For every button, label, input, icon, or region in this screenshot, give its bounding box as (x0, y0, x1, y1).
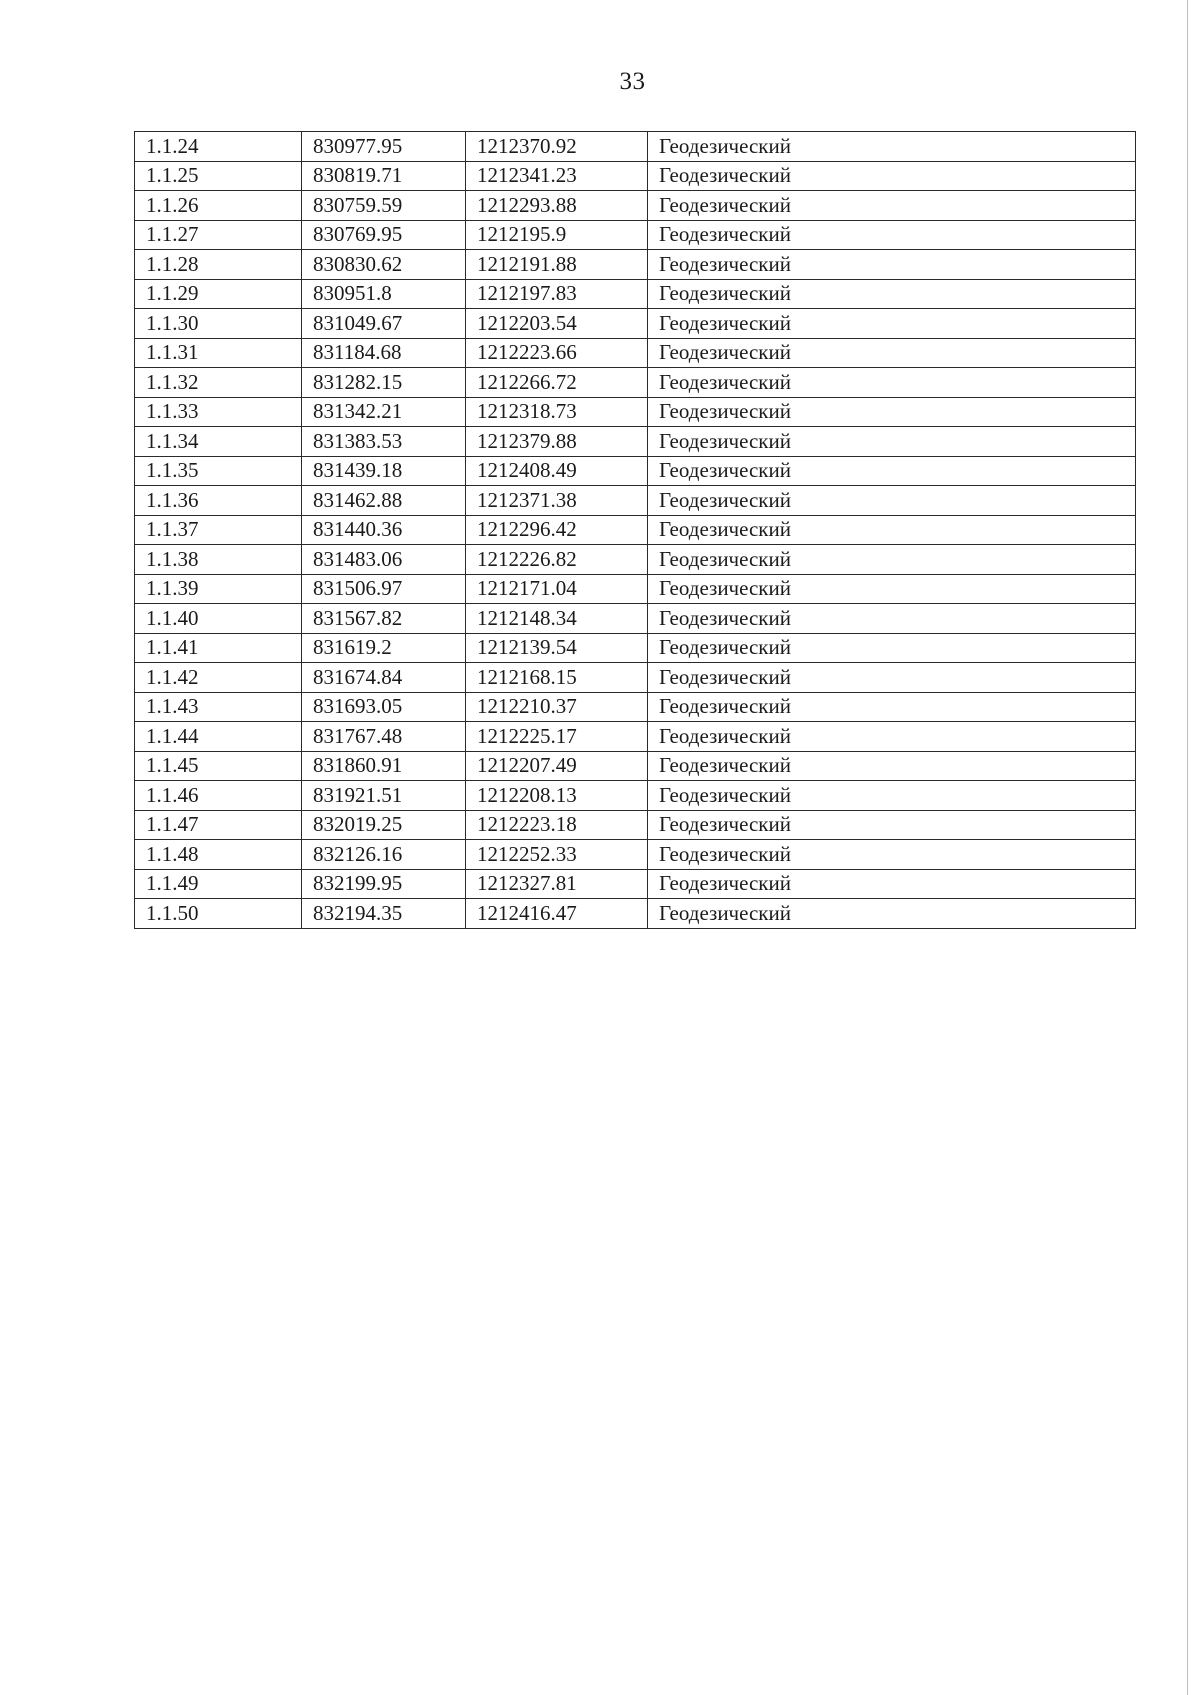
y-coordinate-cell: 1212327.81 (466, 869, 648, 899)
point-id-cell: 1.1.30 (135, 309, 302, 339)
x-coordinate-cell: 831860.91 (302, 751, 466, 781)
x-coordinate-cell: 831483.06 (302, 545, 466, 575)
y-coordinate-cell: 1212266.72 (466, 368, 648, 398)
x-coordinate-cell: 831767.48 (302, 722, 466, 752)
point-id-cell: 1.1.46 (135, 781, 302, 811)
x-coordinate-cell: 831440.36 (302, 515, 466, 545)
point-id-cell: 1.1.27 (135, 220, 302, 250)
y-coordinate-cell: 1212293.88 (466, 191, 648, 221)
table-row (135, 810, 1136, 840)
y-coordinate-cell: 1212370.92 (466, 132, 648, 162)
x-coordinate-cell: 832194.35 (302, 899, 466, 929)
method-cell: Геодезический (648, 250, 1136, 280)
table-row (135, 132, 1136, 162)
point-id-cell: 1.1.34 (135, 427, 302, 457)
method-cell: Геодезический (648, 220, 1136, 250)
method-cell: Геодезический (648, 427, 1136, 457)
x-coordinate-cell: 830830.62 (302, 250, 466, 280)
y-coordinate-cell: 1212139.54 (466, 633, 648, 663)
method-cell: Геодезический (648, 161, 1136, 191)
y-coordinate-cell: 1212148.34 (466, 604, 648, 634)
coordinates-table (134, 131, 1136, 929)
y-coordinate-cell: 1212208.13 (466, 781, 648, 811)
method-cell: Геодезический (648, 309, 1136, 339)
point-id-cell: 1.1.42 (135, 663, 302, 693)
method-cell: Геодезический (648, 456, 1136, 486)
y-coordinate-cell: 1212226.82 (466, 545, 648, 575)
x-coordinate-cell: 831462.88 (302, 486, 466, 516)
point-id-cell: 1.1.47 (135, 810, 302, 840)
x-coordinate-cell: 831674.84 (302, 663, 466, 693)
x-coordinate-cell: 831506.97 (302, 574, 466, 604)
point-id-cell: 1.1.37 (135, 515, 302, 545)
point-id-cell: 1.1.38 (135, 545, 302, 575)
table-row (135, 338, 1136, 368)
x-coordinate-cell: 831439.18 (302, 456, 466, 486)
method-cell: Геодезический (648, 368, 1136, 398)
method-cell: Геодезический (648, 545, 1136, 575)
method-cell: Геодезический (648, 840, 1136, 870)
table-row (135, 751, 1136, 781)
point-id-cell: 1.1.45 (135, 751, 302, 781)
x-coordinate-cell: 831282.15 (302, 368, 466, 398)
method-cell: Геодезический (648, 869, 1136, 899)
y-coordinate-cell: 1212416.47 (466, 899, 648, 929)
x-coordinate-cell: 831693.05 (302, 692, 466, 722)
table-row (135, 368, 1136, 398)
x-coordinate-cell: 831567.82 (302, 604, 466, 634)
y-coordinate-cell: 1212223.18 (466, 810, 648, 840)
point-id-cell: 1.1.39 (135, 574, 302, 604)
table-row (135, 633, 1136, 663)
point-id-cell: 1.1.24 (135, 132, 302, 162)
method-cell: Геодезический (648, 132, 1136, 162)
y-coordinate-cell: 1212225.17 (466, 722, 648, 752)
y-coordinate-cell: 1212195.9 (466, 220, 648, 250)
point-id-cell: 1.1.26 (135, 191, 302, 221)
x-coordinate-cell: 830759.59 (302, 191, 466, 221)
table-row (135, 397, 1136, 427)
method-cell: Геодезический (648, 810, 1136, 840)
y-coordinate-cell: 1212379.88 (466, 427, 648, 457)
y-coordinate-cell: 1212341.23 (466, 161, 648, 191)
point-id-cell: 1.1.32 (135, 368, 302, 398)
point-id-cell: 1.1.43 (135, 692, 302, 722)
y-coordinate-cell: 1212296.42 (466, 515, 648, 545)
y-coordinate-cell: 1212223.66 (466, 338, 648, 368)
point-id-cell: 1.1.35 (135, 456, 302, 486)
table-row (135, 515, 1136, 545)
x-coordinate-cell: 832199.95 (302, 869, 466, 899)
point-id-cell: 1.1.41 (135, 633, 302, 663)
table-row (135, 663, 1136, 693)
y-coordinate-cell: 1212207.49 (466, 751, 648, 781)
x-coordinate-cell: 830977.95 (302, 132, 466, 162)
y-coordinate-cell: 1212168.15 (466, 663, 648, 693)
point-id-cell: 1.1.28 (135, 250, 302, 280)
point-id-cell: 1.1.36 (135, 486, 302, 516)
method-cell: Геодезический (648, 338, 1136, 368)
table-row (135, 191, 1136, 221)
table-row (135, 161, 1136, 191)
table-row (135, 279, 1136, 309)
table-row (135, 869, 1136, 899)
point-id-cell: 1.1.31 (135, 338, 302, 368)
y-coordinate-cell: 1212318.73 (466, 397, 648, 427)
y-coordinate-cell: 1212171.04 (466, 574, 648, 604)
y-coordinate-cell: 1212191.88 (466, 250, 648, 280)
y-coordinate-cell: 1212371.38 (466, 486, 648, 516)
table-row (135, 722, 1136, 752)
table-row (135, 899, 1136, 929)
x-coordinate-cell: 830769.95 (302, 220, 466, 250)
y-coordinate-cell: 1212210.37 (466, 692, 648, 722)
method-cell: Геодезический (648, 692, 1136, 722)
method-cell: Геодезический (648, 751, 1136, 781)
method-cell: Геодезический (648, 722, 1136, 752)
point-id-cell: 1.1.40 (135, 604, 302, 634)
method-cell: Геодезический (648, 663, 1136, 693)
method-cell: Геодезический (648, 397, 1136, 427)
point-id-cell: 1.1.50 (135, 899, 302, 929)
point-id-cell: 1.1.29 (135, 279, 302, 309)
y-coordinate-cell: 1212197.83 (466, 279, 648, 309)
table-row (135, 604, 1136, 634)
x-coordinate-cell: 831184.68 (302, 338, 466, 368)
method-cell: Геодезический (648, 604, 1136, 634)
y-coordinate-cell: 1212203.54 (466, 309, 648, 339)
x-coordinate-cell: 831921.51 (302, 781, 466, 811)
x-coordinate-cell: 831342.21 (302, 397, 466, 427)
method-cell: Геодезический (648, 899, 1136, 929)
method-cell: Геодезический (648, 633, 1136, 663)
x-coordinate-cell: 832019.25 (302, 810, 466, 840)
point-id-cell: 1.1.48 (135, 840, 302, 870)
table-row (135, 545, 1136, 575)
y-coordinate-cell: 1212252.33 (466, 840, 648, 870)
method-cell: Геодезический (648, 781, 1136, 811)
method-cell: Геодезический (648, 574, 1136, 604)
point-id-cell: 1.1.49 (135, 869, 302, 899)
page-edge-line (1187, 0, 1188, 1695)
method-cell: Геодезический (648, 515, 1136, 545)
x-coordinate-cell: 830951.8 (302, 279, 466, 309)
table-row (135, 781, 1136, 811)
table-row (135, 309, 1136, 339)
point-id-cell: 1.1.25 (135, 161, 302, 191)
x-coordinate-cell: 831049.67 (302, 309, 466, 339)
x-coordinate-cell: 832126.16 (302, 840, 466, 870)
y-coordinate-cell: 1212408.49 (466, 456, 648, 486)
table-row (135, 220, 1136, 250)
table-row (135, 574, 1136, 604)
page-number: 33 (619, 68, 646, 95)
table-row (135, 692, 1136, 722)
point-id-cell: 1.1.44 (135, 722, 302, 752)
table-row (135, 840, 1136, 870)
method-cell: Геодезический (648, 486, 1136, 516)
point-id-cell: 1.1.33 (135, 397, 302, 427)
method-cell: Геодезический (648, 279, 1136, 309)
x-coordinate-cell: 831619.2 (302, 633, 466, 663)
method-cell: Геодезический (648, 191, 1136, 221)
table-row (135, 427, 1136, 457)
coordinates-table-body (135, 132, 1136, 929)
table-row (135, 250, 1136, 280)
table-row (135, 486, 1136, 516)
x-coordinate-cell: 830819.71 (302, 161, 466, 191)
table-row (135, 456, 1136, 486)
x-coordinate-cell: 831383.53 (302, 427, 466, 457)
